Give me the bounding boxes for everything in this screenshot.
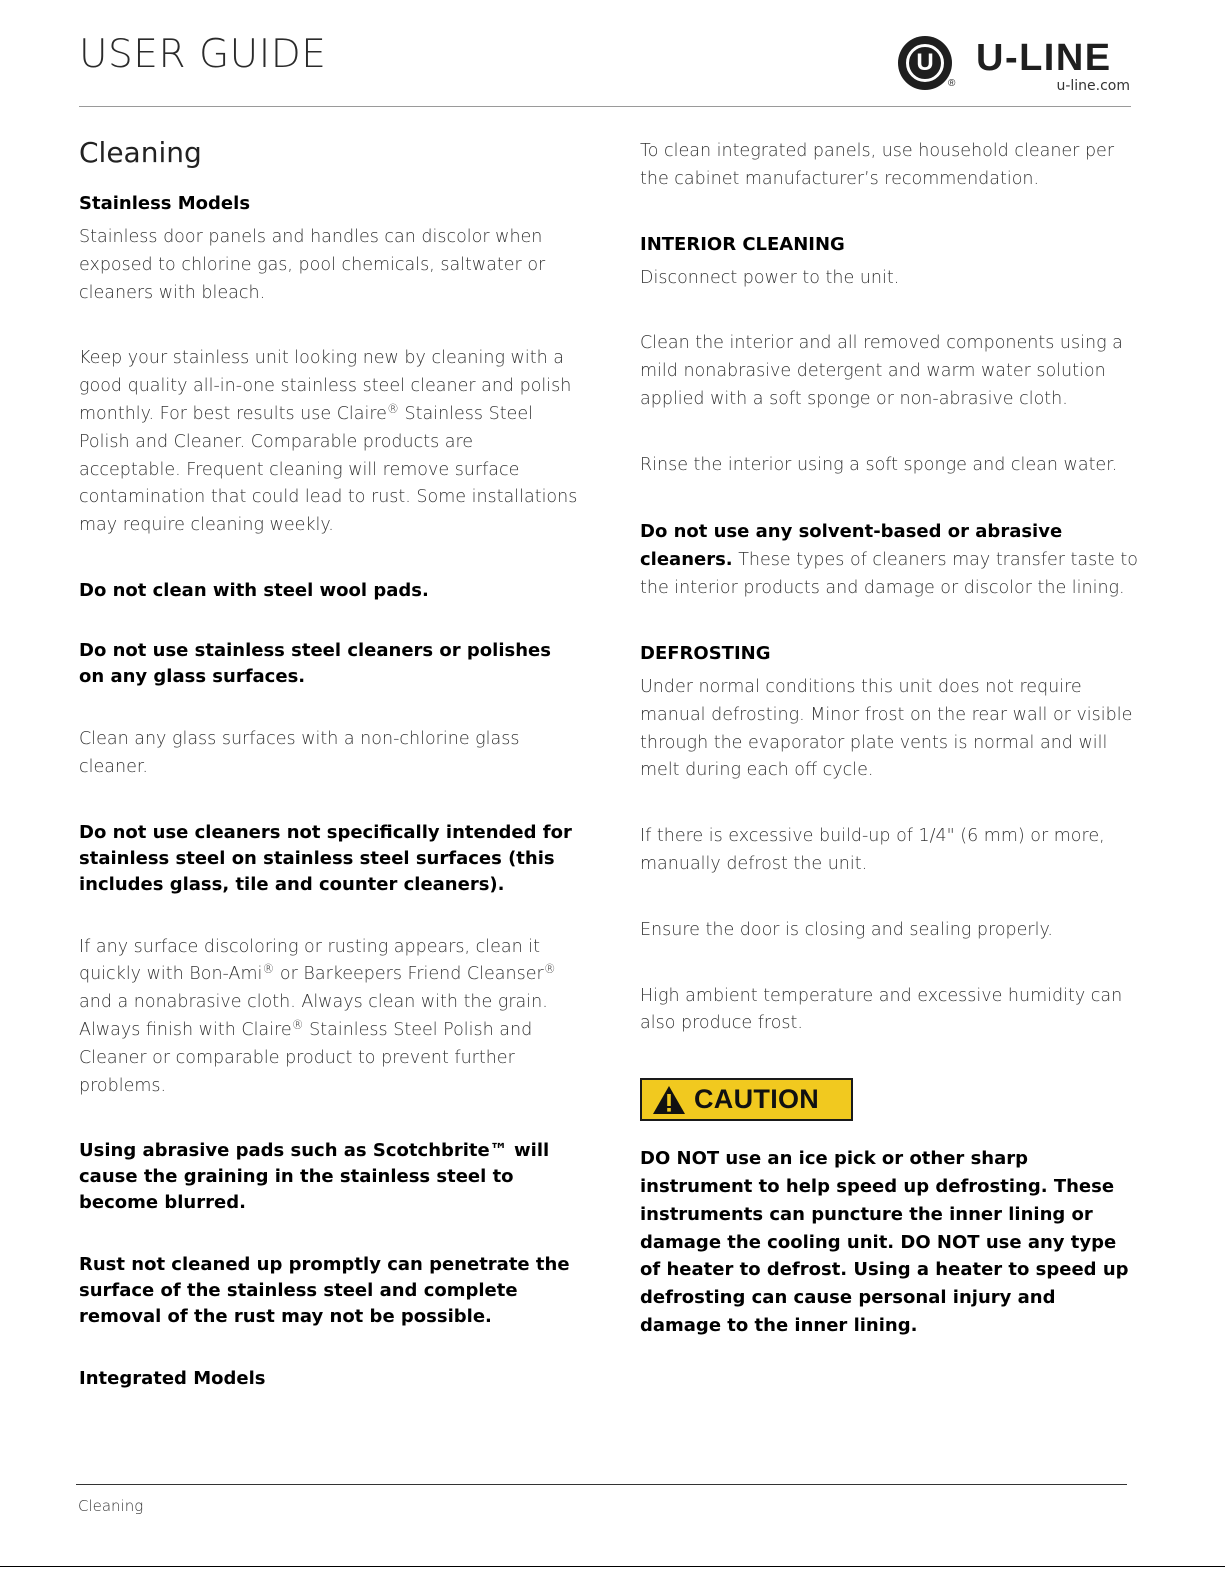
- website-url: u-line.com: [1056, 78, 1130, 94]
- integrated-models-heading: Integrated Models: [79, 1368, 266, 1390]
- rust-treatment-paragraph: If any surface discoloring or rusting appears, clean it quickly with Bon-Ami® or Barkeepers Friend Cleanser® and a nonabrasive cloth. Always clean with the grain. Always finish with Claire® Stainless Steel Polish and Cleaner or comparable product to prevent further problems.: [79, 936, 556, 1096]
- section-title: Cleaning: [79, 136, 202, 169]
- interior-cleaning-heading: INTERIOR CLEANING: [640, 233, 845, 255]
- humidity-paragraph: High ambient temperature and excessive humidity can also produce frost.: [640, 985, 1123, 1034]
- footer-divider: [76, 1484, 1127, 1485]
- glass-polish-warning: Do not use stainless steel cleaners or polishes on any glass surfaces.: [79, 639, 551, 687]
- caution-text: DO NOT use an ice pick or other sharp instrument to help speed up defrosting. These instruments can puncture the inner lining or damage the cooling unit. DO NOT use any type of heater to defrost. Using a heater to speed up defrosting can cause personal injury and damage to the inner lining.: [640, 1148, 1129, 1336]
- defrost-normal-paragraph: Under normal conditions this unit does not require manual defrosting. Minor frost on the rear wall or visible through the evaporator plate vents is normal and will melt during each off cycle.: [640, 676, 1133, 781]
- page-bottom-border: [0, 1566, 1225, 1567]
- door-seal-paragraph: Ensure the door is closing and sealing properly.: [640, 919, 1053, 940]
- abrasive-pads-warning: Using abrasive pads such as Scotchbrite™ will cause the graining in the stainless steel to become blurred.: [79, 1140, 550, 1214]
- logo-wordmark: U-LINE: [976, 37, 1112, 79]
- integrated-panels-paragraph: To clean integrated panels, use household cleaner per the cabinet manufacturer’s recommendation.: [640, 141, 1115, 189]
- u-line-logo: [898, 34, 1130, 96]
- caution-banner: [640, 1078, 853, 1121]
- defrost-buildup-paragraph: If there is excessive build-up of 1/4" (6 mm) or more, manually defrost the unit.: [640, 826, 1105, 874]
- registered-mark: ®: [948, 78, 956, 89]
- caution-label: CAUTION: [694, 1084, 820, 1115]
- left-column: [79, 130, 579, 1399]
- disconnect-power-paragraph: Disconnect power to the unit.: [640, 267, 900, 288]
- right-column: [640, 138, 1140, 1340]
- steel-wool-warning: Do not clean with steel wool pads.: [79, 579, 429, 601]
- stainless-care-paragraph: Keep your stainless unit looking new by cleaning with a good quality all-in-one stainless steel cleaner and polish monthly. For best results use Claire® Stainless Steel Polish and Cleaner. Comparable products are acceptable. Frequent cleaning will remove surface contamination that could lead to rust. Some installations may require cleaning weekly.: [79, 348, 578, 536]
- defrosting-heading: DEFROSTING: [640, 642, 771, 664]
- warning-triangle-icon: [652, 1085, 686, 1115]
- rust-penetration-warning: Rust not cleaned up promptly can penetrate the surface of the stainless steel and complete removal of the rust may not be possible.: [79, 1254, 570, 1328]
- stainless-models-heading: Stainless Models: [79, 193, 251, 214]
- u-line-logo-mark-icon: U: [898, 36, 952, 90]
- solvent-warning-paragraph: Do not use any solvent-based or abrasive cleaners. These types of cleaners may transfer taste to the interior products and damage or discolor the lining.: [640, 520, 1138, 599]
- header-divider: [79, 106, 1131, 107]
- clean-interior-paragraph: Clean the interior and all removed components using a mild nonabrasive detergent and warm water solution applied with a soft sponge or non-abrasive cloth.: [640, 333, 1123, 409]
- glass-cleaning-paragraph: Clean any glass surfaces with a non-chlorine glass cleaner.: [79, 728, 520, 777]
- page-title: USER GUIDE: [79, 32, 327, 77]
- stainless-discolor-paragraph: Stainless door panels and handles can discolor when exposed to chlorine gas, pool chemicals, saltwater or cleaners with bleach.: [79, 227, 546, 303]
- cleaner-type-warning: Do not use cleaners not specifically intended for stainless steel on stainless steel surfaces (this includes glass, tile and counter cleaners).: [79, 821, 572, 895]
- rinse-interior-paragraph: Rinse the interior using a soft sponge and clean water.: [640, 454, 1118, 475]
- footer-section-label: Cleaning: [78, 1497, 144, 1515]
